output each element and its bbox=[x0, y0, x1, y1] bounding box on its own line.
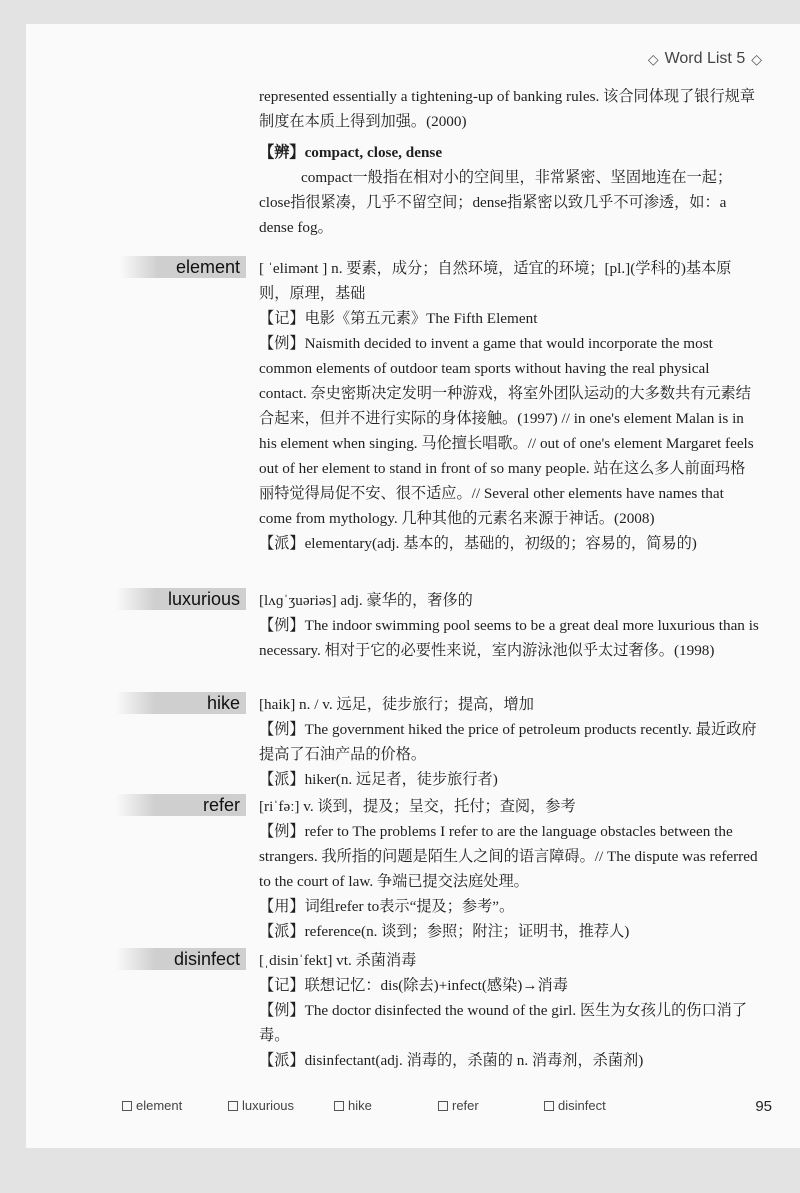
review-checkbox-element[interactable]: element bbox=[122, 1098, 182, 1113]
memory-note: 【记】电影《第五元素》The Fifth Element bbox=[259, 310, 538, 327]
derivative: 【派】disinfectant(adj. 消毒的，杀菌的 n. 消毒剂，杀菌剂) bbox=[259, 1052, 644, 1069]
review-checkbox-luxurious[interactable]: luxurious bbox=[228, 1098, 294, 1113]
definition: [riˈfəː] v. 谈到，提及；呈交，托付；查阅，参考 bbox=[259, 798, 576, 815]
example: 【例】The indoor swimming pool seems to be a great deal more luxurious than is necessary. 相对于它的必要性来说，室内游泳池似乎太过奢侈。(1998) bbox=[259, 617, 759, 659]
page-number: 95 bbox=[755, 1098, 772, 1115]
entry-refer bbox=[259, 794, 759, 944]
diamond-right-icon: ◇ bbox=[751, 50, 762, 67]
headword-hike: hike bbox=[116, 692, 246, 714]
derivative: 【派】hiker(n. 远足者，徒步旅行者) bbox=[259, 771, 498, 788]
example: 【例】The doctor disinfected the wound of the girl. 医生为女孩儿的伤口消了毒。 bbox=[259, 1002, 748, 1044]
definition: [lʌɡˈʒuəriəs] adj. 豪华的，奢侈的 bbox=[259, 592, 473, 609]
bian-text: compact一般指在相对小的空间里，非常紧密、坚固地连在一起；close指很紧凑，几乎不留空间；dense指紧密以致几乎不可渗透，如：a dense fog。 bbox=[259, 169, 733, 236]
section-title: Word List 5 bbox=[664, 50, 746, 67]
prev-entry bbox=[259, 84, 759, 240]
entry-hike bbox=[259, 692, 759, 792]
review-checkbox-hike[interactable]: hike bbox=[334, 1098, 372, 1113]
bian-heading: 【辨】compact, close, dense bbox=[259, 144, 443, 161]
definition: [ ˈelimənt ] n. 要素，成分；自然环境，适宜的环境；[pl.](学科的)基本原则，原理，基础 bbox=[259, 260, 732, 302]
checkbox-icon bbox=[122, 1101, 132, 1111]
derivative: 【派】reference(n. 谈到；参照；附注；证明书，推荐人) bbox=[259, 923, 630, 940]
headword-element: element bbox=[120, 256, 246, 278]
running-head bbox=[648, 50, 762, 68]
headword-luxurious: luxurious bbox=[116, 588, 246, 610]
definition: [haik] n. / v. 远足，徒步旅行；提高，增加 bbox=[259, 696, 534, 713]
checkbox-icon bbox=[438, 1101, 448, 1111]
derivative: 【派】elementary(adj. 基本的，基础的，初级的；容易的，简易的) bbox=[259, 535, 697, 552]
checkbox-icon bbox=[228, 1101, 238, 1111]
diamond-left-icon: ◇ bbox=[647, 50, 659, 67]
example: 【例】Naismith decided to invent a game that would incorporate the most common elements of outdoor team sports without having the real physical contact. 奈史密斯决定发明一种游戏，将室外团队运动的大多数共有元素结合起来，但并不进行实际的身体接触。(1997) // in one's element Malan is in his element when singing. 马伦擅长唱歌。// out of one's element Margaret feels out of her element to stand in front of so many people. 站在这么多人前面玛格丽特觉得局促不安、很不适应。// Several other elements have names that come from mythology. 几种其他的元素名来源于神话。(2008) bbox=[259, 335, 754, 527]
entry-disinfect bbox=[259, 948, 759, 1073]
headword-disinfect: disinfect bbox=[116, 948, 246, 970]
entry-luxurious bbox=[259, 588, 759, 663]
entry-element bbox=[259, 256, 759, 556]
usage-note: 【用】词组refer to表示“提及；参考”。 bbox=[259, 898, 515, 915]
prev-example-line: represented essentially a tightening-up of banking rules. 该合同体现了银行规章制度在本质上得到加强。(2000) bbox=[259, 88, 756, 130]
checkbox-icon bbox=[544, 1101, 554, 1111]
memory-note: 【记】联想记忆：dis(除去)+infect(感染)→消毒 bbox=[259, 977, 568, 994]
headword-refer: refer bbox=[116, 794, 246, 816]
definition: [ˌdisinˈfekt] vt. 杀菌消毒 bbox=[259, 952, 417, 969]
example: 【例】The government hiked the price of petroleum products recently. 最近政府提高了石油产品的价格。 bbox=[259, 721, 757, 763]
review-checkbox-refer[interactable]: refer bbox=[438, 1098, 479, 1113]
review-checkbox-disinfect[interactable]: disinfect bbox=[544, 1098, 606, 1113]
checkbox-icon bbox=[334, 1101, 344, 1111]
example: 【例】refer to The problems I refer to are the language obstacles between the strangers. 我所指的问题是陌生人之间的语言障碍。// The dispute was referred to the court of law. 争端已提交法庭处理。 bbox=[259, 823, 758, 890]
dictionary-page bbox=[26, 24, 800, 1148]
